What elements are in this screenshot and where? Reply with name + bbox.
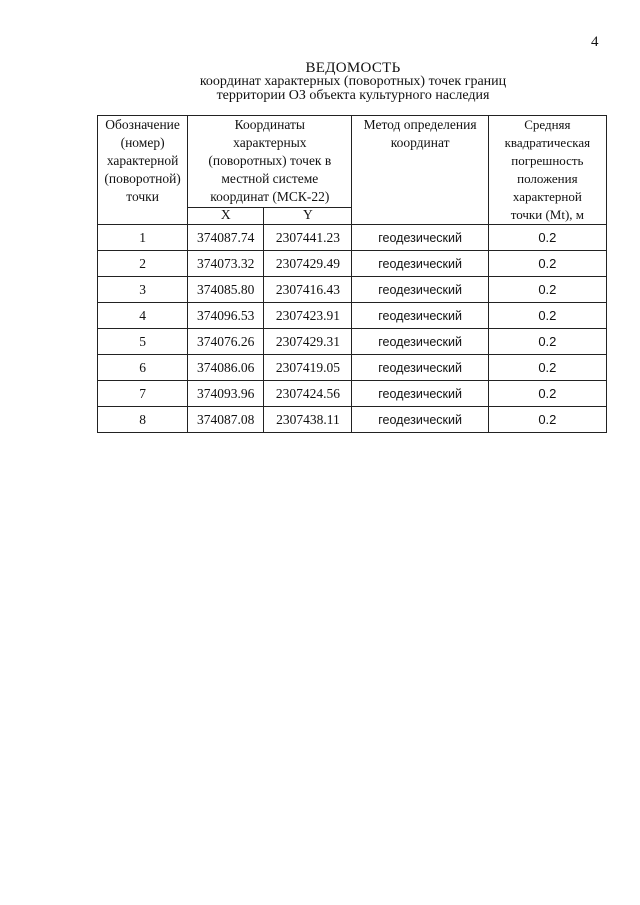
cell-y: 2307429.31 bbox=[264, 329, 352, 355]
cell-method: геодезический bbox=[352, 277, 488, 303]
header-error-line: положения bbox=[517, 171, 578, 186]
header-method-line: координат bbox=[390, 135, 450, 150]
header-method-line: Метод определения bbox=[363, 117, 477, 132]
cell-method: геодезический bbox=[352, 381, 488, 407]
cell-point-number: 1 bbox=[98, 225, 188, 251]
page-number: 4 bbox=[591, 34, 599, 50]
cell-x: 374086.06 bbox=[188, 355, 264, 381]
header-number-line: (поворотной) bbox=[104, 171, 181, 186]
cell-x: 374076.26 bbox=[188, 329, 264, 355]
header-error-line: точки (Mt), м bbox=[510, 207, 585, 222]
table-row bbox=[98, 225, 607, 251]
cell-method: геодезический bbox=[352, 355, 488, 381]
cell-y: 2307438.11 bbox=[264, 407, 352, 433]
cell-y: 2307441.23 bbox=[264, 225, 352, 251]
document-title bbox=[98, 61, 608, 103]
cell-x: 374096.53 bbox=[188, 303, 264, 329]
title-line-2: территории ОЗ объекта культурного наследия bbox=[216, 88, 490, 103]
cell-method: геодезический bbox=[352, 407, 488, 433]
cell-method: геодезический bbox=[352, 251, 488, 277]
header-coords-line: местной системе bbox=[221, 171, 319, 186]
coordinates-table bbox=[97, 115, 607, 433]
header-mean-error bbox=[488, 116, 606, 225]
cell-method: геодезический bbox=[352, 303, 488, 329]
header-coordinates bbox=[188, 116, 352, 208]
cell-y: 2307423.91 bbox=[264, 303, 352, 329]
cell-error: 0.2 bbox=[488, 355, 606, 381]
cell-point-number: 4 bbox=[98, 303, 188, 329]
cell-y: 2307424.56 bbox=[264, 381, 352, 407]
cell-x: 374087.74 bbox=[188, 225, 264, 251]
header-method bbox=[352, 116, 488, 225]
cell-x: 374087.08 bbox=[188, 407, 264, 433]
cell-error: 0.2 bbox=[488, 381, 606, 407]
header-number-line: Обозначение bbox=[105, 117, 180, 132]
cell-error: 0.2 bbox=[488, 303, 606, 329]
cell-point-number: 3 bbox=[98, 277, 188, 303]
header-y: Y bbox=[264, 208, 352, 225]
header-number-line: характерной bbox=[106, 153, 179, 168]
header-coords-line: Координаты bbox=[234, 117, 305, 132]
cell-error: 0.2 bbox=[488, 225, 606, 251]
cell-point-number: 7 bbox=[98, 381, 188, 407]
cell-error: 0.2 bbox=[488, 277, 606, 303]
cell-x: 374073.32 bbox=[188, 251, 264, 277]
header-x: X bbox=[188, 208, 264, 225]
header-error-line: Средняя bbox=[524, 117, 571, 132]
table-row bbox=[98, 355, 607, 381]
header-error-line: характерной bbox=[512, 189, 582, 204]
table-header bbox=[98, 116, 607, 225]
cell-y: 2307416.43 bbox=[264, 277, 352, 303]
cell-point-number: 5 bbox=[98, 329, 188, 355]
header-point-number bbox=[98, 116, 188, 225]
cell-error: 0.2 bbox=[488, 329, 606, 355]
cell-y: 2307429.49 bbox=[264, 251, 352, 277]
header-coords-line: (поворотных) точек в bbox=[208, 153, 332, 168]
title-main: ВЕДОМОСТЬ bbox=[305, 60, 401, 76]
table-row bbox=[98, 381, 607, 407]
header-coords-line: координат (МСК-22) bbox=[210, 189, 330, 204]
cell-point-number: 6 bbox=[98, 355, 188, 381]
table-body bbox=[98, 225, 607, 433]
cell-x: 374093.96 bbox=[188, 381, 264, 407]
cell-error: 0.2 bbox=[488, 407, 606, 433]
cell-error: 0.2 bbox=[488, 251, 606, 277]
header-error-line: погрешность bbox=[511, 153, 584, 168]
cell-x: 374085.80 bbox=[188, 277, 264, 303]
header-number-line: (номер) bbox=[120, 135, 165, 150]
cell-method: геодезический bbox=[352, 225, 488, 251]
table-row bbox=[98, 303, 607, 329]
title-line-1: координат характерных (поворотных) точек границ bbox=[199, 74, 507, 89]
table-row bbox=[98, 251, 607, 277]
table-row bbox=[98, 407, 607, 433]
cell-point-number: 2 bbox=[98, 251, 188, 277]
header-error-line: квадратическая bbox=[504, 135, 591, 150]
table-row bbox=[98, 277, 607, 303]
header-number-line: точки bbox=[126, 189, 159, 204]
cell-y: 2307419.05 bbox=[264, 355, 352, 381]
cell-method: геодезический bbox=[352, 329, 488, 355]
cell-point-number: 8 bbox=[98, 407, 188, 433]
table-row bbox=[98, 329, 607, 355]
header-coords-line: характерных bbox=[233, 135, 307, 150]
